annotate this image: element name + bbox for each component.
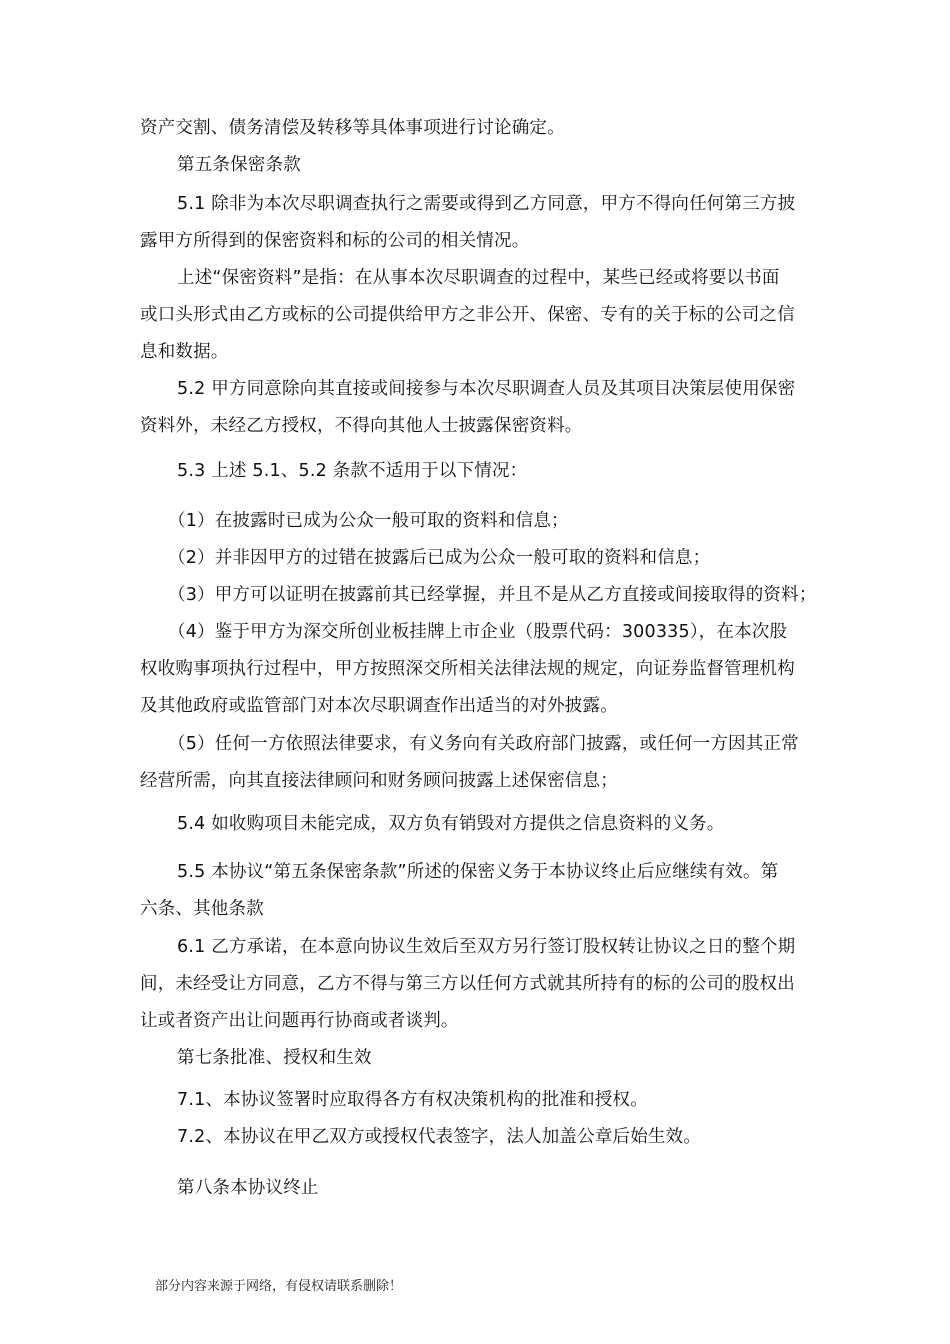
paragraph-line: 露甲方所得到的保密资料和标的公司的相关情况。: [140, 231, 530, 251]
paragraph-line: 5.4 如收购项目未能完成，双方负有销毁对方提供之信息资料的义务。: [177, 814, 725, 834]
paragraph-line: 经营所需，向其直接法律顾问和财务顾问披露上述保密信息；: [140, 771, 618, 791]
paragraph-line: 资产交割、债务清偿及转移等具体事项进行讨论确定。: [140, 118, 565, 138]
footer-disclaimer: 部分内容来源于网络，有侵权请联系删除！: [155, 1279, 403, 1294]
paragraph-line: 5.3 上述 5.1、5.2 条款不适用于以下情况：: [177, 461, 528, 481]
paragraph-line: 上述“保密资料”是指：在从事本次尽职调查的过程中，某些已经或将要以书面: [177, 268, 780, 288]
list-item: （3）甲方可以证明在披露前其已经掌握，并且不是从乙方直接或间接取得的资料；: [168, 585, 817, 605]
list-item: （4）鉴于甲方为深交所创业板挂牌上市企业（股票代码：300335），在本次股: [168, 622, 788, 642]
paragraph-line: 5.2 甲方同意除向其直接或间接参与本次尽职调查人员及其项目决策层使用保密: [177, 379, 796, 399]
paragraph-line: 6.1 乙方承诺，在本意向协议生效后至双方另行签订股权转让协议之日的整个期: [177, 937, 796, 957]
section-heading: 六条、其他条款: [140, 899, 264, 919]
paragraph-line: 间，未经受让方同意，乙方不得与第三方以任何方式就其所持有的标的公司的股权出: [140, 974, 795, 994]
paragraph-line: 5.5 本协议“第五条保密条款”所述的保密义务于本协议终止后应继续有效。第: [177, 862, 779, 882]
paragraph-line: 资料外，未经乙方授权，不得向其他人士披露保密资料。: [140, 416, 583, 436]
section-heading: 第八条本协议终止: [177, 1178, 319, 1198]
list-item: （2）并非因甲方的过错在披露后已成为公众一般可取的资料和信息；: [168, 548, 711, 568]
list-item: （5）任何一方依照法律要求，有义务向有关政府部门披露，或任何一方因其正常: [168, 734, 799, 754]
section-heading: 第七条批准、授权和生效: [177, 1048, 372, 1068]
paragraph-line: 权收购事项执行过程中，甲方按照深交所相关法律法规的规定，向证券监督管理机构: [140, 659, 795, 679]
paragraph-line: 及其他政府或监管部门对本次尽职调查作出适当的对外披露。: [140, 696, 618, 716]
paragraph-line: 5.1 除非为本次尽职调查执行之需要或得到乙方同意，甲方不得向任何第三方披: [177, 194, 796, 214]
list-item: （1）在披露时已成为公众一般可取的资料和信息；: [168, 511, 569, 531]
paragraph-line: 让或者资产出让问题再行协商或者谈判。: [140, 1011, 459, 1031]
section-heading: 第五条保密条款: [177, 155, 301, 175]
paragraph-line: 7.2、本协议在甲乙双方或授权代表签字，法人加盖公章后始生效。: [177, 1127, 702, 1147]
paragraph-line: 7.1、本协议签署时应取得各方有权决策机构的批准和授权。: [177, 1090, 648, 1110]
paragraph-line: 或口头形式由乙方或标的公司提供给甲方之非公开、保密、专有的关于标的公司之信: [140, 305, 795, 325]
paragraph-line: 息和数据。: [140, 342, 229, 362]
